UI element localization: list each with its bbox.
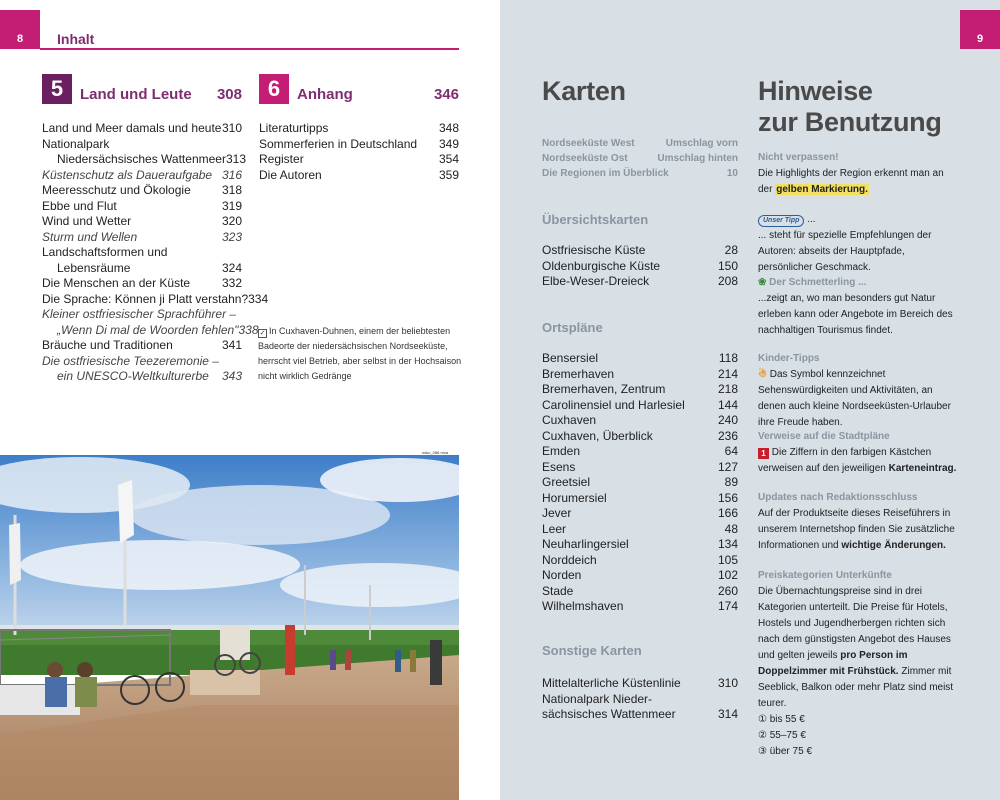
map-entry-label: sächsisches Wattenmeer	[542, 707, 676, 721]
promenade-photo	[0, 455, 459, 800]
uebersichtskarten-heading: Übersichtskarten	[542, 212, 649, 227]
toc-entry[interactable]	[42, 354, 242, 370]
toc-entry[interactable]	[42, 338, 242, 354]
map-entry-page: 144	[717, 397, 738, 412]
map-entry[interactable]	[542, 243, 738, 259]
toc-entry-page: 334	[248, 291, 269, 306]
toc-chapter-5	[42, 121, 269, 385]
map-entry-label: Bensersiel	[542, 351, 599, 365]
toc-entry-page: 318	[221, 183, 242, 197]
map-entry-label: Cuxhaven, Überblick	[542, 428, 653, 443]
hint-updates: Updates nach Redaktionsschluss Auf der Produktseite dieses Reiseführers in unserem Internetshop finden Sie zusätzliche Informationen und wichtige Änderungen.	[758, 492, 955, 551]
map-entry-page: 28	[724, 243, 738, 257]
chapter-title: Land und Leute	[80, 86, 192, 103]
toc-entry-label: Landschaftsformen und	[42, 245, 168, 259]
sonstige-karten-list	[542, 676, 738, 723]
toc-entry-label: Die Sprache: Können ji Platt verstahn?	[42, 291, 249, 306]
map-entry-page: 10	[726, 168, 738, 179]
map-entry-label: Wilhelmshaven	[542, 599, 624, 613]
chapter-number: 6	[259, 74, 289, 104]
map-entry-page: 208	[717, 274, 738, 288]
header-title: Inhalt	[57, 31, 95, 47]
toc-entry-label: Nationalpark	[42, 136, 110, 151]
map-entry[interactable]	[542, 506, 738, 522]
toc-entry-label: Küstenschutz als Daueraufgabe	[42, 167, 213, 182]
toc-entry-label: „Wenn Di mal de Woorden fehlen"	[57, 322, 239, 337]
map-entry-label: Bremerhaven, Zentrum	[542, 382, 666, 396]
toc-entry-page: 310	[221, 121, 242, 135]
map-entry-page: 102	[717, 568, 738, 582]
toc-entry[interactable]	[259, 152, 459, 168]
map-entry[interactable]	[542, 259, 738, 275]
toc-entry-label: Bräuche und Traditionen	[42, 338, 173, 352]
toc-entry[interactable]	[42, 168, 242, 184]
toc-entry[interactable]	[42, 322, 259, 339]
promenade-illustration	[0, 455, 459, 800]
map-entry-label: Cuxhaven	[542, 413, 597, 427]
toc-entry-page: 323	[221, 229, 242, 244]
toc-entry-page: 354	[438, 152, 459, 166]
toc-entry-label: Land und Meer damals und heute	[42, 121, 222, 135]
toc-entry-page: 313	[225, 152, 246, 166]
toc-entry-label: Kleiner ostfriesischer Sprachführer –	[42, 307, 237, 321]
toc-chapter-6	[259, 121, 459, 183]
map-entry-page: 236	[717, 428, 738, 443]
header-rule	[40, 48, 459, 50]
map-entry[interactable]	[542, 429, 738, 445]
map-entry-label: Nordseeküste Ost	[542, 153, 628, 164]
map-entry[interactable]	[542, 491, 738, 507]
map-entry-page: Umschlag hinten	[657, 153, 738, 164]
chapter-6-heading[interactable]	[259, 72, 459, 104]
map-entry-label: Stade	[542, 583, 574, 598]
map-entry-label: Carolinensiel und Harlesiel	[542, 397, 685, 412]
toc-entry-label: Die Menschen an der Küste	[42, 276, 191, 290]
map-entry[interactable]	[542, 707, 738, 723]
ortsplaene-list	[542, 351, 738, 615]
map-entry[interactable]	[542, 522, 738, 538]
chapter-number: 5	[42, 74, 72, 104]
toc-entry-page: 338	[238, 322, 259, 337]
karten-overview-list	[542, 136, 738, 181]
page-number-left: 8	[0, 10, 40, 49]
toc-entry-label: Niedersächsisches Wattenmeer	[57, 152, 226, 166]
map-entry-label: Elbe-Weser-Dreieck	[542, 274, 650, 288]
hint-butterfly: ❀ Der Schmetterling ... ...zeigt an, wo man besonders gut Natur erleben kann oder Angebote im Bereich des nachhaltigen Tourismus findet.	[758, 277, 953, 336]
map-entry-label: Neuharlingersiel	[542, 537, 629, 551]
map-entry-label: Nationalpark Nieder-	[542, 691, 653, 706]
price-category-1: ① bis 55 €	[758, 714, 805, 725]
map-entry-label: Oldenburgische Küste	[542, 258, 661, 273]
map-entry[interactable]	[542, 444, 738, 460]
toc-entry[interactable]	[42, 261, 242, 277]
toc-entry-page: 319	[221, 198, 242, 213]
map-entry-page: 89	[724, 475, 738, 489]
toc-entry-page: 349	[438, 136, 459, 151]
map-entry[interactable]	[542, 676, 738, 692]
toc-entry-page: 320	[221, 214, 242, 228]
toc-entry-page: 316	[221, 167, 242, 182]
hint-unser-tipp: Unser Tipp ... ... steht für spezielle Empfehlungen der Autoren: abseits der Hauptpfade, persönlicher Geschmack.	[758, 214, 932, 273]
map-entry-page: 64	[724, 444, 738, 458]
map-entry-label: Norden	[542, 568, 582, 582]
map-entry-page: 166	[717, 506, 738, 520]
map-entry[interactable]	[542, 413, 738, 429]
map-number-icon: 1	[758, 448, 769, 459]
toc-entry[interactable]	[42, 276, 242, 292]
map-entry[interactable]	[542, 568, 738, 584]
map-entry-page: 118	[718, 351, 738, 365]
toc-entry[interactable]	[42, 137, 242, 153]
map-entry-label: Norddeich	[542, 552, 597, 567]
toc-entry-page: 341	[221, 338, 242, 352]
toc-entry-label: Die ostfriesische Teezeremonie –	[42, 353, 219, 368]
toc-entry[interactable]	[42, 152, 246, 168]
toc-entry-label: Lebensräume	[57, 260, 131, 275]
map-entry-page: 260	[717, 583, 738, 598]
toc-entry[interactable]	[42, 369, 242, 385]
yellow-highlight: gelben Markierung.	[776, 184, 868, 195]
map-entry[interactable]	[542, 274, 738, 290]
map-entry[interactable]	[542, 367, 738, 383]
hint-highlights: Nicht verpassen! Die Highlights der Region erkennt man an der gelben Markierung.	[758, 152, 944, 195]
map-entry-label: Jever	[542, 506, 572, 520]
map-entry-page: 314	[717, 707, 738, 721]
map-entry-page: 240	[717, 413, 738, 427]
toc-entry[interactable]	[259, 137, 459, 153]
toc-entry-label: Literaturtipps	[259, 121, 329, 135]
toc-entry-page: 343	[221, 369, 242, 383]
toc-entry-label: Wind und Wetter	[42, 214, 132, 228]
hinweise-title: Hinweise zur Benutzung	[758, 76, 942, 137]
sonstige-karten-heading: Sonstige Karten	[542, 643, 642, 658]
map-entry-page: 127	[717, 459, 738, 474]
map-entry-label: Esens	[542, 459, 576, 474]
map-entry-label: Die Regionen im Überblick	[542, 168, 669, 179]
toc-entry-label: Ebbe und Flut	[42, 198, 117, 213]
left-page	[0, 0, 483, 800]
map-entry-page: 218	[717, 382, 738, 396]
map-entry[interactable]	[542, 382, 738, 398]
chapter-page: 308	[216, 86, 242, 103]
toc-entry[interactable]	[42, 230, 242, 246]
toc-entry-label: Die Autoren	[259, 167, 322, 182]
map-entry[interactable]	[542, 692, 738, 708]
map-entry-label: Horumersiel	[542, 490, 607, 505]
uebersichtskarten-list	[542, 243, 738, 290]
chapter-title: Anhang	[297, 86, 353, 103]
toc-entry[interactable]	[259, 121, 459, 137]
map-entry-page: 214	[717, 366, 738, 381]
photo-credit: nsku_088 mva	[422, 450, 449, 455]
map-entry[interactable]	[542, 584, 738, 600]
karten-title: Karten	[542, 76, 626, 106]
map-entry[interactable]	[542, 475, 738, 491]
toc-entry[interactable]	[259, 168, 459, 184]
map-entry-page: 310	[717, 676, 738, 690]
map-entry[interactable]	[542, 351, 738, 367]
map-entry-label: Mittelalterliche Küstenlinie	[542, 676, 681, 690]
map-entry-page: 134	[717, 537, 738, 551]
toc-entry[interactable]	[42, 245, 242, 261]
map-entry[interactable]	[542, 166, 738, 181]
toc-entry-label: ein UNESCO-Weltkulturerbe	[57, 369, 209, 383]
price-category-3: ③ über 75 €	[758, 746, 812, 757]
map-entry-page: Umschlag vorn	[665, 138, 738, 149]
map-entry-page: 156	[717, 490, 738, 505]
butterfly-icon: ❀	[758, 277, 767, 288]
map-entry-label: Leer	[542, 521, 567, 536]
map-entry-page: 150	[717, 258, 738, 273]
toc-entry-label: Sturm und Wellen	[42, 229, 138, 244]
map-entry[interactable]	[542, 136, 738, 151]
child-icon: ☃	[758, 369, 767, 380]
toc-entry-label: Sommerferien in Deutschland	[259, 136, 418, 151]
toc-entry-page: 324	[221, 260, 242, 275]
toc-entry-page: 348	[438, 121, 459, 135]
ortsplaene-heading: Ortspläne	[542, 320, 603, 335]
map-entry-label: Emden	[542, 444, 581, 458]
map-entry-label: Ostfriesische Küste	[542, 243, 646, 257]
toc-entry[interactable]	[42, 121, 242, 137]
map-entry-page: 174	[717, 599, 738, 613]
hint-preise: Preiskategorien Unterkünfte Die Übernachtungspreise sind in drei Kategorien unterteilt. Die Preise für Hotels, Hostels und Jugendherbergen richten sich nach dem günstigsten Angebot des Hauses und gelten jeweils pro Person im Doppelzimmer mit Frühstück. Zimmer mit Seeblick, Balkon oder mehr Platz sind meist teurer. ① bis 55 € ② 55–75 € ③ über 75 €	[758, 570, 954, 757]
toc-entry-label: Meeresschutz und Ökologie	[42, 183, 191, 197]
toc-entry-page: 332	[221, 276, 242, 290]
map-entry-label: Bremerhaven	[542, 366, 615, 381]
chapter-page: 346	[433, 86, 459, 103]
hint-stadtplaene: Verweise auf die Stadtpläne 1 Die Ziffern in den farbigen Kästchen verweisen auf den jeweiligen Karteneintrag.	[758, 431, 957, 474]
map-entry[interactable]	[542, 460, 738, 476]
toc-entry[interactable]	[42, 183, 242, 199]
map-entry[interactable]	[542, 553, 738, 569]
toc-entry-label: Register	[259, 152, 304, 166]
toc-entry-page: 359	[438, 167, 459, 182]
toc-entry[interactable]	[42, 307, 242, 323]
unser-tipp-badge-icon: Unser Tipp	[758, 215, 804, 227]
page-number-right: 9	[960, 10, 1000, 49]
map-entry[interactable]	[542, 537, 738, 553]
caption-marker-icon: ✓	[259, 330, 266, 337]
toc-entry[interactable]	[42, 291, 269, 308]
price-category-2: ② 55–75 €	[758, 730, 806, 741]
toc-entry[interactable]	[42, 199, 242, 215]
map-entry[interactable]	[542, 398, 738, 414]
map-entry-page: 48	[724, 521, 738, 536]
toc-entry[interactable]	[42, 214, 242, 230]
hint-kinder: Kinder-Tipps ☃ Das Symbol kennzeichnet Sehenswürdigkeiten und Aktivitäten, an denen auch kleine Nordseeküsten-Urlauber ihre Freude haben.	[758, 353, 951, 428]
map-entry-label: Nordseeküste West	[542, 138, 635, 149]
page-gutter	[483, 0, 500, 800]
map-entry-label: Greetsiel	[542, 475, 591, 489]
chapter-5-heading[interactable]	[42, 72, 242, 104]
map-entry[interactable]	[542, 599, 738, 615]
photo-caption: ✓ In Cuxhaven-Duhnen, einem der beliebtesten Badeorte der niedersächsischen Nordseeküste, herrscht viel Betrieb, aber selbst in der Hochsaison nicht wirklich Gedränge	[258, 326, 462, 381]
map-entry-page: 105	[717, 552, 738, 567]
map-entry[interactable]	[542, 151, 738, 166]
